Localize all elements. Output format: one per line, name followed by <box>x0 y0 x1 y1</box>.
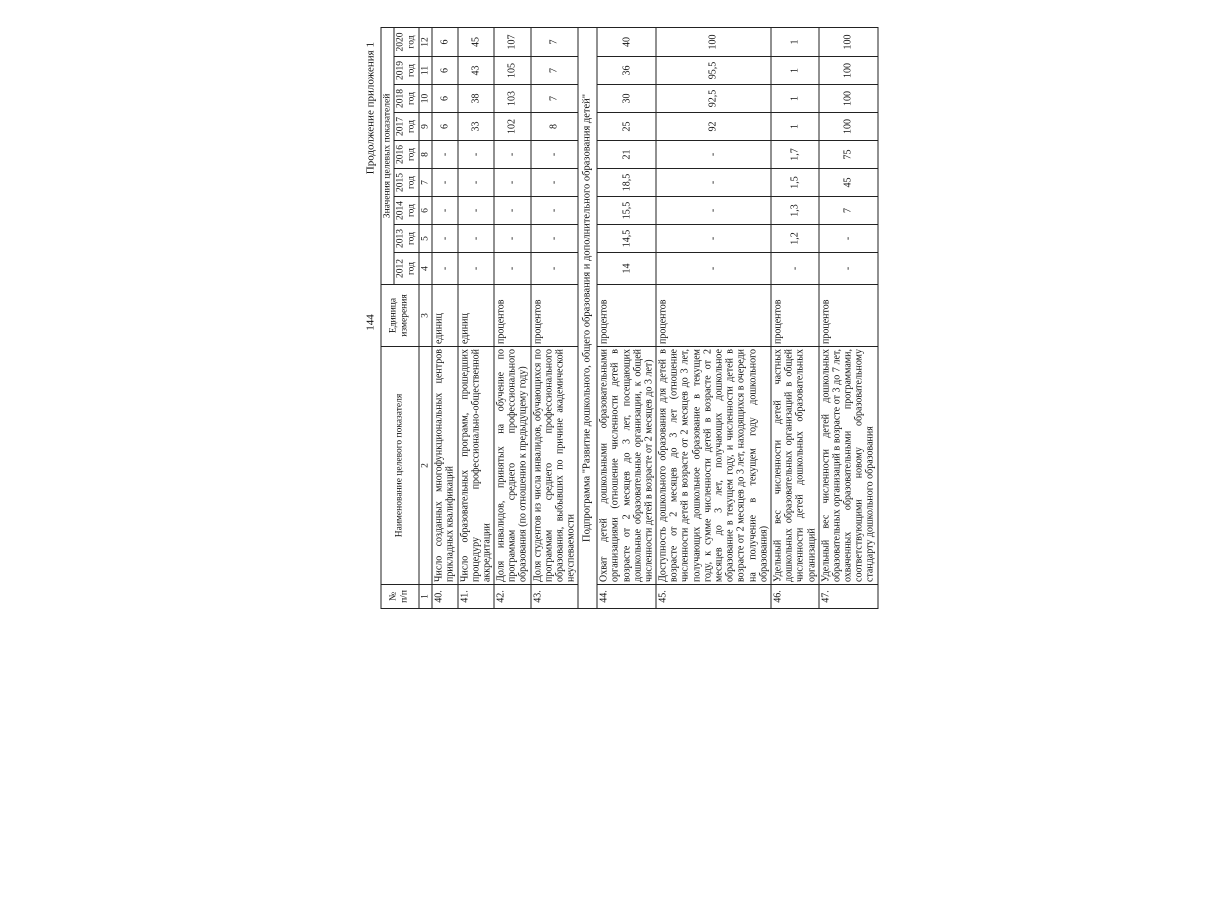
value-cell: 7 <box>531 85 579 113</box>
value-cell: - <box>656 225 771 253</box>
value-cell: 92,5 <box>656 85 771 113</box>
table-row <box>494 27 531 608</box>
value-cell: - <box>531 169 579 197</box>
value-cell: 7 <box>531 57 579 85</box>
row-number: 41. <box>458 585 495 609</box>
value-cell: 40 <box>597 27 656 56</box>
value-cell: 100 <box>819 57 878 85</box>
value-cell: - <box>656 253 771 285</box>
value-cell: 6 <box>432 113 457 141</box>
header-year: 2013 год <box>394 225 418 253</box>
column-number: 1 <box>419 585 433 609</box>
value-cell: - <box>458 225 495 253</box>
value-cell: 100 <box>656 27 771 56</box>
value-cell: 45 <box>819 169 878 197</box>
value-cell: 1,7 <box>771 141 819 169</box>
table-row <box>597 27 656 608</box>
value-cell: 1,2 <box>771 225 819 253</box>
value-cell: 15,5 <box>597 197 656 225</box>
value-cell: - <box>771 253 819 285</box>
value-cell: 6 <box>432 85 457 113</box>
value-cell: 45 <box>458 27 495 56</box>
column-number: 6 <box>419 197 433 225</box>
header-unit: Единица измерения <box>381 285 419 347</box>
value-cell: 38 <box>458 85 495 113</box>
value-cell: 1 <box>771 113 819 141</box>
table-row <box>656 27 771 608</box>
page-number: 144 <box>364 314 377 331</box>
indicator-name: Доля инвалидов, принятых на обучение по программам среднего профессионального образования (по отношению к предыдущему году) <box>494 347 531 585</box>
indicator-name: Охват детей дошкольными образовательными организациями (отношение численности детей в возрасте от 2 месяцев до 3 лет, посещающих дошкольные образовательные организации, к общей численности детей в возрасте от 2 месяцев до 3 лет) <box>597 347 656 585</box>
column-number: 5 <box>419 225 433 253</box>
value-cell: - <box>458 253 495 285</box>
value-cell: 1 <box>771 57 819 85</box>
value-cell: 75 <box>819 141 878 169</box>
value-cell: - <box>458 141 495 169</box>
value-cell: - <box>531 253 579 285</box>
row-number: 46. <box>771 585 819 609</box>
subprogram-title: Подпрограмма "Развитие дошкольного, общего образования и дополнительного образования детей" <box>578 27 597 608</box>
column-number: 9 <box>419 113 433 141</box>
value-cell: 95,5 <box>656 57 771 85</box>
value-cell: 7 <box>531 27 579 56</box>
value-cell: - <box>531 197 579 225</box>
header-year: 2020 год <box>394 27 418 56</box>
header-year: 2019 год <box>394 57 418 85</box>
indicator-name: Доступность дошкольного образования для детей в возрасте от 2 месяцев до 3 лет (отношение численности детей в возрасте от 2 месяцев до 3 лет, получающих дошкольное образование в текущем году, к сумме численности детей в возрасте от 2 месяцев до 3 лет, получающих дошкольное образование в текущем году, и численности детей в возрасте от 2 месяцев до 3 лет, находящихся в очереди на получение в текущем году дошкольного образования) <box>656 347 771 585</box>
unit-cell: единиц <box>458 285 495 347</box>
unit-cell: процентов <box>531 285 579 347</box>
header-num: № п/п <box>381 585 419 609</box>
indicators-table <box>380 27 878 609</box>
value-cell: 100 <box>819 27 878 56</box>
value-cell: - <box>432 141 457 169</box>
header-name: Наименование целевого показателя <box>381 347 419 585</box>
header-year: 2017 год <box>394 113 418 141</box>
value-cell: - <box>494 141 531 169</box>
value-cell: 6 <box>432 57 457 85</box>
value-cell: 8 <box>531 113 579 141</box>
value-cell: 100 <box>819 113 878 141</box>
value-cell: - <box>432 253 457 285</box>
column-number: 4 <box>419 253 433 285</box>
unit-cell: процентов <box>771 285 819 347</box>
indicator-name: Доля студентов из числа инвалидов, обучающихся по программам среднего профессионального образования, выбывших по причине академической неуспеваемости <box>531 347 579 585</box>
unit-cell: единиц <box>432 285 457 347</box>
indicator-name: Удельный вес численности детей частных дошкольных образовательных организаций в общей численности детей дошкольных образовательных организаций <box>771 347 819 585</box>
value-cell: 1,3 <box>771 197 819 225</box>
value-cell: 102 <box>494 113 531 141</box>
value-cell: - <box>458 197 495 225</box>
value-cell: - <box>458 169 495 197</box>
value-cell: - <box>494 225 531 253</box>
value-cell: 21 <box>597 141 656 169</box>
value-cell: 103 <box>494 85 531 113</box>
value-cell: - <box>531 141 579 169</box>
value-cell: - <box>494 197 531 225</box>
value-cell: - <box>494 253 531 285</box>
row-number: 43. <box>531 585 579 609</box>
value-cell: 92 <box>656 113 771 141</box>
indicator-name: Число созданных многофункциональных центров прикладных квалификаций <box>432 347 457 585</box>
value-cell: - <box>819 225 878 253</box>
column-number: 8 <box>419 141 433 169</box>
value-cell: 36 <box>597 57 656 85</box>
header-year: 2015 год <box>394 169 418 197</box>
value-cell: 33 <box>458 113 495 141</box>
document-page <box>361 30 1206 615</box>
header-year: 2012 год <box>394 253 418 285</box>
value-cell: - <box>432 169 457 197</box>
table-row <box>531 27 579 608</box>
row-number: 44. <box>597 585 656 609</box>
unit-cell: процентов <box>597 285 656 347</box>
header-year: 2014 год <box>394 197 418 225</box>
column-number: 3 <box>419 285 433 347</box>
value-cell: - <box>819 253 878 285</box>
row-number: 42. <box>494 585 531 609</box>
continuation-label: Продолжение приложения 1 <box>364 42 377 175</box>
header-values-group: Значения целевых показателей <box>381 27 395 284</box>
subprogram-row <box>578 27 597 608</box>
unit-cell: процентов <box>819 285 878 347</box>
table-row <box>458 27 495 608</box>
unit-cell: процентов <box>656 285 771 347</box>
value-cell: 14,5 <box>597 225 656 253</box>
value-cell: 14 <box>597 253 656 285</box>
value-cell: 18,5 <box>597 169 656 197</box>
table-row <box>819 27 878 608</box>
table-row <box>432 27 457 608</box>
column-number: 10 <box>419 85 433 113</box>
row-number: 47. <box>819 585 878 609</box>
indicator-name: Число образовательных программ, прошедших процедуру профессионально-общественной аккредитации <box>458 347 495 585</box>
value-cell: - <box>656 141 771 169</box>
value-cell: 6 <box>432 27 457 56</box>
value-cell: - <box>656 197 771 225</box>
value-cell: 25 <box>597 113 656 141</box>
value-cell: - <box>531 225 579 253</box>
value-cell: 1,5 <box>771 169 819 197</box>
value-cell: - <box>656 169 771 197</box>
column-number: 12 <box>419 27 433 56</box>
value-cell: 100 <box>819 85 878 113</box>
column-number: 11 <box>419 57 433 85</box>
value-cell: 1 <box>771 85 819 113</box>
value-cell: 43 <box>458 57 495 85</box>
value-cell: 30 <box>597 85 656 113</box>
header-year: 2018 год <box>394 85 418 113</box>
value-cell: - <box>432 197 457 225</box>
value-cell: - <box>432 225 457 253</box>
table-row <box>771 27 819 608</box>
value-cell: 1 <box>771 27 819 56</box>
indicator-name: Удельный вес численности детей дошкольных образовательных организаций в возрасте от 3 до 7 лет, охваченных образовательными программами, соответствующими новому образовательному стандарту дошкольного образования <box>819 347 878 585</box>
row-number: 40. <box>432 585 457 609</box>
row-number: 45. <box>656 585 771 609</box>
column-number: 2 <box>419 347 433 585</box>
value-cell: - <box>494 169 531 197</box>
value-cell: 7 <box>819 197 878 225</box>
unit-cell: процентов <box>494 285 531 347</box>
value-cell: 105 <box>494 57 531 85</box>
header-year: 2016 год <box>394 141 418 169</box>
column-number: 7 <box>419 169 433 197</box>
value-cell: 107 <box>494 27 531 56</box>
